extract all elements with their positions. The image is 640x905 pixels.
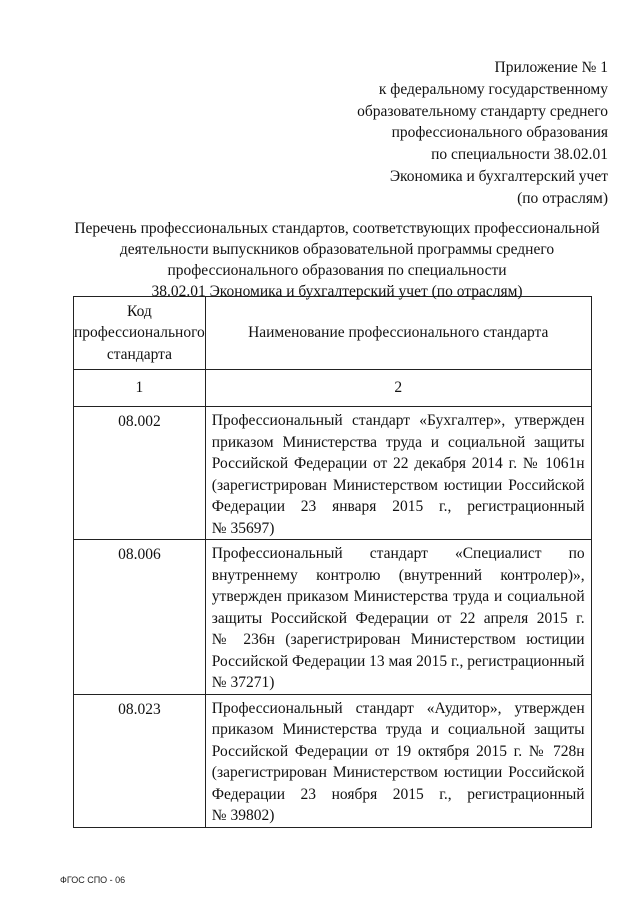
header-code-cell xyxy=(74,297,206,370)
standard-code: 08.006 xyxy=(118,546,161,563)
standard-description-cell xyxy=(205,694,591,827)
table-row xyxy=(74,694,592,827)
document-title xyxy=(58,218,616,302)
description-line: защиты Российской Федерации от 22 апреля 2015 г. xyxy=(211,609,585,627)
standard-description-cell xyxy=(205,407,591,540)
appendix-line: образовательному стандарту среднего xyxy=(357,102,608,120)
table-header-row xyxy=(74,297,592,370)
appendix-line: Экономика и бухгалтерский учет xyxy=(389,167,608,185)
header-name-cell: Наименование профессионального стандарта xyxy=(205,297,591,370)
standard-code-cell xyxy=(74,540,206,695)
footer-code: ФГОС СПО - 06 xyxy=(60,875,126,885)
column-number-row xyxy=(74,370,592,407)
description-line: (зарегистрирован Министерством юстиции Российской xyxy=(211,764,585,781)
standard-description-cell xyxy=(205,540,591,695)
description-line: Федерации 23 ноября 2015 г., регистрационный xyxy=(211,785,585,803)
standard-code: 08.023 xyxy=(118,700,161,718)
title-line: профессионального образования по специальности xyxy=(167,262,507,279)
description-line: № 39802) xyxy=(211,807,275,824)
description-line: Российской Федерации 13 мая 2015 г., регистрационный xyxy=(211,652,585,670)
description-line: Федерации 23 января 2015 г., регистрационный xyxy=(211,498,585,515)
standard-code: 08.002 xyxy=(118,413,161,430)
title-line: 38.02.01 Экономика и бухгалтерский учет (по отраслям) xyxy=(151,283,523,300)
description-line: утвержден приказом Министерства труда и социальной xyxy=(211,588,585,605)
standard-code-cell xyxy=(74,407,206,540)
standards-table xyxy=(73,296,592,828)
table-row xyxy=(74,540,592,695)
header-code-line: стандарта xyxy=(106,345,172,363)
description-line: внутреннему контролю (внутренний контролер)», xyxy=(211,566,585,584)
description-line: № 35697) xyxy=(211,519,275,537)
appendix-line: Приложение № 1 xyxy=(494,59,608,76)
description-line: Профессиональный стандарт «Аудитор», утвержден xyxy=(211,699,585,717)
description-line: № 37271) xyxy=(211,674,275,691)
appendix-line: по специальности 38.02.01 xyxy=(431,146,608,164)
appendix-block xyxy=(357,57,608,210)
description-line: № 236н (зарегистрирован Министерством юстиции xyxy=(211,631,585,648)
title-line: деятельности выпускников образовательной программы среднего xyxy=(119,241,555,258)
column-number: 1 xyxy=(74,370,206,407)
header-code-line: Код xyxy=(127,302,152,320)
description-line: приказом Министерства труда и социальной защиты xyxy=(211,721,585,738)
standard-code-cell xyxy=(74,694,206,827)
appendix-line: к федеральному государственному xyxy=(378,80,608,98)
appendix-line: (по отраслям) xyxy=(517,189,608,207)
header-code-line: профессионального xyxy=(74,324,205,342)
table-row xyxy=(74,407,592,540)
column-number: 2 xyxy=(205,370,591,407)
description-line: (зарегистрирован Министерством юстиции Российской xyxy=(211,476,585,494)
description-line: Профессиональный стандарт «Специалист по xyxy=(211,545,585,562)
description-line: Российской Федерации от 19 октября 2015 г. № 728н xyxy=(211,742,585,760)
description-line: Российской Федерации от 22 декабря 2014 г. № 1061н xyxy=(211,455,585,472)
appendix-line: профессионального образования xyxy=(391,124,608,142)
description-line: приказом Министерства труда и социальной защиты xyxy=(211,433,585,451)
title-line: Перечень профессиональных стандартов, соответствующих профессиональной xyxy=(74,220,600,237)
description-line: Профессиональный стандарт «Бухгалтер», утвержден xyxy=(211,412,585,429)
